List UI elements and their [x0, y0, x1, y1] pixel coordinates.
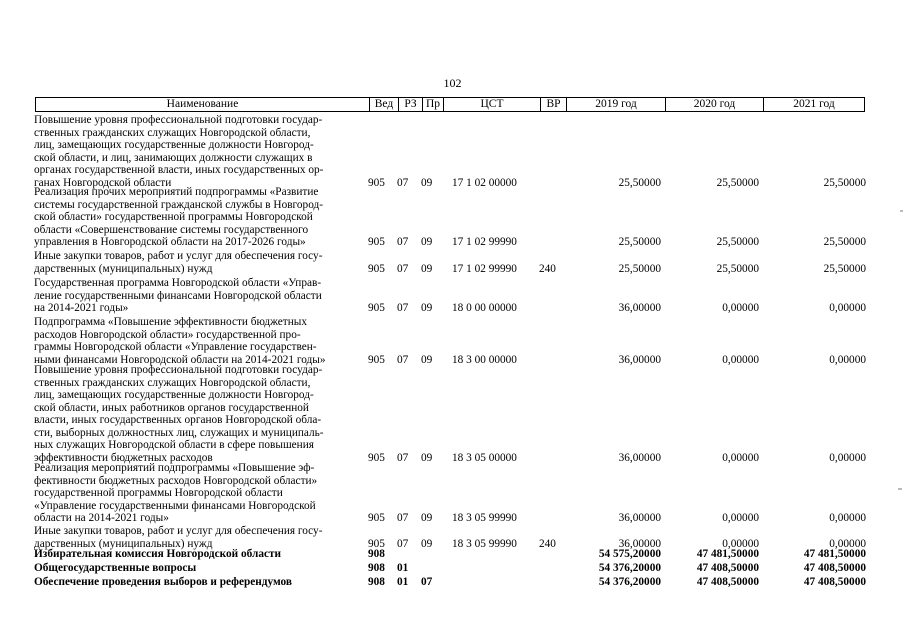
row-name	[34, 277, 367, 315]
row-name-line: области на 2014-2021 годы»	[34, 512, 169, 524]
cell-y2021: 25,50000	[823, 176, 866, 189]
row-name-line: государственной программы Новгородской области	[34, 487, 283, 499]
row-name-line: системы государственной гражданской службы в Новгород-	[34, 198, 324, 211]
cell-pr: 09	[421, 537, 433, 550]
row-name	[34, 548, 367, 561]
row-name-line: Государственная программа Новгородской области «Управ-	[34, 277, 322, 289]
cell-y2020: 0,00000	[722, 302, 759, 314]
cell-y2020: 25,50000	[716, 262, 759, 275]
cell-y2021: 25,50000	[823, 236, 866, 248]
table-row	[0, 548, 905, 561]
row-name-line: Общегосударственные вопросы	[34, 562, 197, 574]
cell-y2019: 54 575,20000	[598, 548, 661, 560]
cell-ved: 905	[368, 176, 385, 189]
row-name-line: фективности бюджетных расходов Новгородской области»	[34, 474, 318, 487]
cell-rz: 07	[397, 236, 409, 248]
cell-pr: 09	[421, 353, 433, 366]
cell-rz: 07	[397, 512, 409, 524]
row-name-line: ской области, иных работников органов государственной	[34, 401, 309, 414]
row-name	[34, 525, 367, 550]
cell-cst: 18 3 00 00000	[452, 353, 517, 366]
cell-y2019: 25,50000	[618, 176, 661, 189]
cell-y2021: 47 481,50000	[803, 548, 866, 560]
header-2019: 2019 год	[566, 98, 665, 111]
row-name	[34, 364, 367, 464]
cell-cst: 17 1 02 00000	[452, 176, 517, 189]
cell-y2021: 0,00000	[829, 512, 866, 524]
row-name-line: Иные закупки товаров, работ и услуг для обеспечения госу-	[34, 525, 323, 537]
header-2021: 2021 год	[763, 98, 864, 111]
row-name-line: Избирательная комиссия Новгородской области	[34, 548, 282, 560]
row-name-line: ганах Новгородской области	[34, 176, 172, 189]
row-name-line: «Управление государственными финансами Новгородской	[34, 499, 316, 512]
row-name-line: лиц, замещающих государственные должности Новгород-	[34, 139, 314, 151]
cell-cst: 18 3 05 00000	[452, 451, 517, 464]
cell-vr: 240	[539, 262, 556, 275]
cell-rz: 01	[397, 576, 409, 588]
table-row	[0, 277, 905, 315]
row-name-line: Обеспечение проведения выборов и референдумов	[34, 576, 293, 588]
cell-ved: 905	[368, 512, 385, 524]
cell-y2020: 0,00000	[722, 537, 759, 550]
row-name-line: ственных гражданских служащих Новгородской области,	[34, 126, 311, 139]
cell-rz: 07	[397, 451, 409, 464]
header-name: Наименование	[166, 98, 239, 110]
row-name-line: ление государственными финансами Новгородской области	[34, 289, 322, 302]
cell-rz: 07	[397, 537, 409, 550]
row-name-line: ных служащих Новгородской области в сфере повышения	[34, 439, 314, 451]
row-name-line: органах государственной власти, иных государственных ор-	[34, 164, 324, 176]
row-name-line: эффективности бюджетных расходов	[34, 451, 213, 464]
table-row	[0, 525, 905, 550]
scan-speck	[900, 210, 903, 212]
cell-ved: 908	[368, 576, 385, 588]
header-rz: РЗ	[398, 98, 422, 111]
cell-y2020: 47 481,50000	[696, 548, 759, 560]
row-name-line: сти, выборных должностных лиц, служащих и муниципаль-	[34, 426, 324, 439]
cell-y2019: 36,00000	[618, 451, 661, 464]
row-name	[34, 316, 367, 366]
row-name-line: расходов Новгородской области» государственной про-	[34, 328, 301, 341]
row-name	[34, 186, 367, 249]
page-number: 102	[443, 76, 462, 90]
table-row	[0, 114, 905, 189]
cell-y2021: 0,00000	[829, 302, 866, 314]
cell-y2019: 25,50000	[618, 236, 661, 248]
table-row	[0, 576, 905, 589]
cell-y2020: 25,50000	[716, 176, 759, 189]
header-cst: ЦСТ	[443, 98, 540, 111]
cell-y2021: 47 408,50000	[803, 576, 866, 588]
header-2020: 2020 год	[665, 98, 763, 111]
cell-y2020: 47 408,50000	[696, 562, 759, 574]
row-name	[34, 114, 367, 189]
row-name-line: власти, иных государственных органов Новгородской обла-	[34, 414, 322, 426]
header-ved: Вед	[369, 98, 398, 111]
row-name-line: области «Совершенствование системы государственного	[34, 223, 309, 236]
cell-y2019: 36,00000	[618, 302, 661, 314]
row-name-line: Подпрограмма «Повышение эффективности бюджетных	[34, 316, 308, 328]
cell-y2020: 47 408,50000	[696, 576, 759, 588]
scan-speck	[898, 488, 902, 490]
table-row	[0, 364, 905, 464]
row-name-line: ственных гражданских служащих Новгородской области,	[34, 376, 311, 389]
cell-y2021: 0,00000	[829, 537, 866, 550]
cell-rz: 01	[397, 562, 409, 574]
cell-ved: 905	[368, 302, 385, 314]
cell-ved: 905	[368, 236, 385, 248]
cell-y2019: 25,50000	[618, 262, 661, 275]
cell-cst: 17 1 02 99990	[452, 262, 517, 275]
cell-y2021: 0,00000	[829, 451, 866, 464]
cell-y2019: 54 376,20000	[598, 576, 661, 588]
cell-y2020: 25,50000	[716, 236, 759, 248]
row-name-line: ской области» государственной программы Новгородской	[34, 211, 313, 223]
cell-rz: 07	[397, 262, 409, 275]
cell-y2019: 36,00000	[618, 512, 661, 524]
cell-y2019: 54 376,20000	[598, 562, 661, 574]
header-vr: ВР	[540, 98, 566, 111]
row-name-line: лиц, замещающих государственные должности Новгород-	[34, 389, 314, 401]
row-name-line: граммы Новгородской области «Управление государствен-	[34, 341, 317, 353]
row-name-line: на 2014-2021 годы»	[34, 302, 129, 314]
cell-cst: 18 0 00 00000	[452, 302, 517, 314]
row-name-line: ными финансами Новгородской области на 2014-2021 годы»	[34, 353, 326, 366]
table-row	[0, 462, 905, 525]
cell-y2020: 0,00000	[722, 353, 759, 366]
cell-pr: 09	[421, 512, 433, 524]
cell-rz: 07	[397, 353, 409, 366]
row-name-line: Повышение уровня профессиональной подготовки государ-	[34, 364, 323, 376]
row-name-line: Реализация прочих мероприятий подпрограммы «Развитие	[34, 186, 319, 198]
cell-y2019: 36,00000	[618, 537, 661, 550]
cell-cst: 17 1 02 99990	[452, 236, 517, 248]
cell-vr: 240	[539, 537, 556, 550]
cell-y2021: 47 408,50000	[803, 562, 866, 574]
row-name	[34, 250, 367, 275]
cell-rz: 07	[397, 302, 409, 314]
cell-pr: 09	[421, 302, 433, 314]
cell-pr: 09	[421, 236, 433, 248]
cell-rz: 07	[397, 176, 409, 189]
row-name-line: дарственных (муниципальных) нужд	[34, 537, 213, 550]
cell-y2021: 0,00000	[829, 353, 866, 366]
table-row	[0, 186, 905, 249]
cell-cst: 18 3 05 99990	[452, 512, 517, 524]
cell-pr: 09	[421, 451, 433, 464]
table-row	[0, 562, 905, 575]
row-name	[34, 462, 367, 525]
row-name	[34, 562, 367, 575]
cell-y2020: 0,00000	[722, 512, 759, 524]
row-name-line: Реализация мероприятий подпрограммы «Повышение эф-	[34, 462, 315, 474]
table-row	[0, 316, 905, 366]
cell-ved: 905	[368, 262, 385, 275]
cell-ved: 905	[368, 537, 385, 550]
table-row	[0, 250, 905, 275]
row-name-line: дарственных (муниципальных) нужд	[34, 262, 213, 275]
cell-y2019: 36,00000	[618, 353, 661, 366]
cell-ved: 908	[368, 548, 385, 560]
cell-y2021: 25,50000	[823, 262, 866, 275]
cell-ved: 905	[368, 353, 385, 366]
row-name-line: Повышение уровня профессиональной подготовки государ-	[34, 114, 323, 126]
header-pr: Пр	[422, 98, 443, 111]
cell-pr: 09	[421, 262, 433, 275]
cell-pr: 07	[421, 576, 433, 588]
cell-cst: 18 3 05 99990	[452, 537, 517, 550]
row-name	[34, 576, 367, 589]
row-name-line: управления в Новгородской области на 2017-2026 годы»	[34, 236, 306, 248]
cell-y2020: 0,00000	[722, 451, 759, 464]
cell-ved: 905	[368, 451, 385, 464]
row-name-line: ской области, и лиц, занимающих должности служащих в	[34, 151, 313, 164]
row-name-line: Иные закупки товаров, работ и услуг для обеспечения госу-	[34, 250, 323, 262]
cell-ved: 908	[368, 562, 385, 574]
cell-pr: 09	[421, 176, 433, 189]
